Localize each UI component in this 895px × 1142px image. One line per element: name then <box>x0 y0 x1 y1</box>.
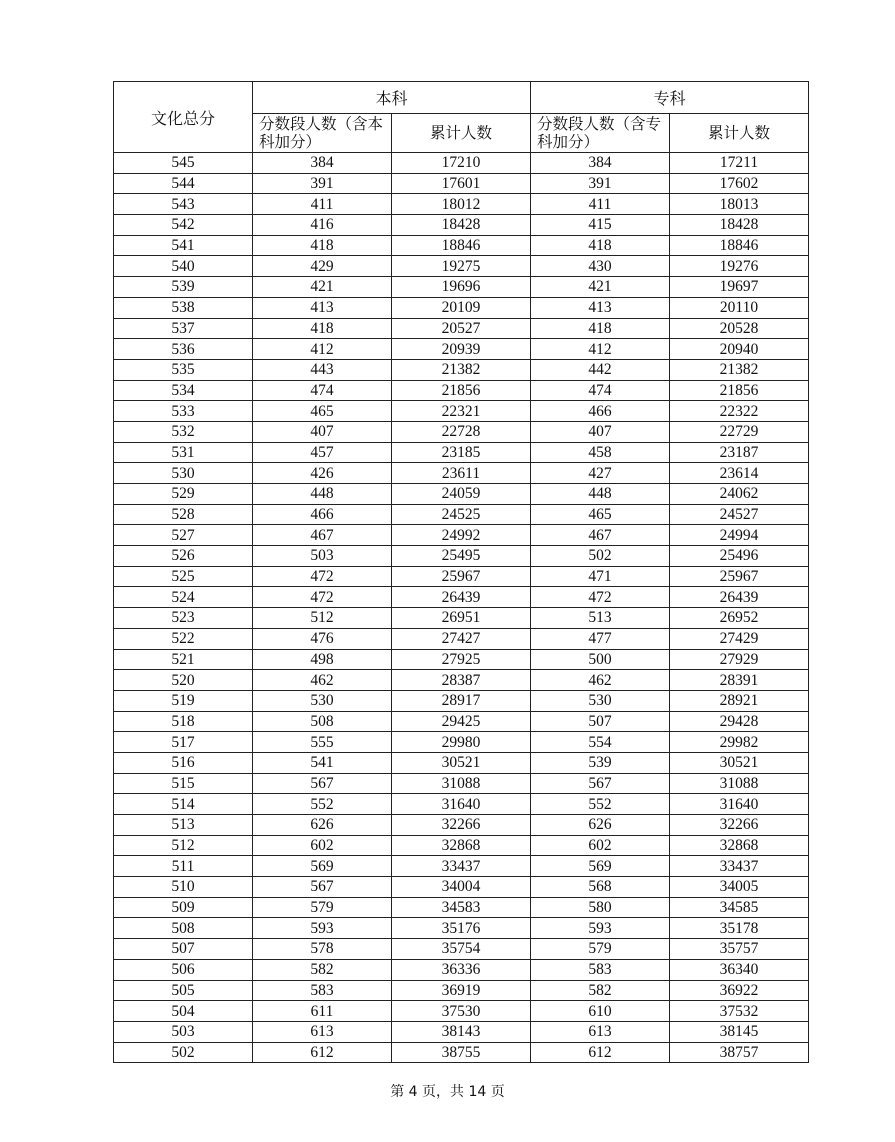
cell-score: 511 <box>114 856 253 877</box>
cell-score: 531 <box>114 442 253 463</box>
cell-benke-cumulative: 36919 <box>392 980 531 1001</box>
table-row <box>114 421 809 442</box>
cell-benke-cumulative: 29980 <box>392 732 531 753</box>
cell-zhuanke-segment: 610 <box>531 1001 670 1022</box>
cell-benke-segment: 412 <box>253 339 392 360</box>
cell-zhuanke-segment: 554 <box>531 732 670 753</box>
cell-benke-segment: 613 <box>253 1021 392 1042</box>
cell-benke-segment: 530 <box>253 690 392 711</box>
table-row <box>114 194 809 215</box>
cell-benke-segment: 602 <box>253 835 392 856</box>
cell-score: 517 <box>114 732 253 753</box>
table-row <box>114 752 809 773</box>
cell-benke-segment: 466 <box>253 504 392 525</box>
cell-zhuanke-segment: 502 <box>531 546 670 567</box>
cell-zhuanke-cumulative: 29428 <box>670 711 809 732</box>
table-row <box>114 504 809 525</box>
table-row <box>114 587 809 608</box>
cell-zhuanke-segment: 530 <box>531 690 670 711</box>
table-row <box>114 297 809 318</box>
cell-benke-segment: 384 <box>253 153 392 174</box>
table-row <box>114 401 809 422</box>
cell-zhuanke-cumulative: 37532 <box>670 1001 809 1022</box>
cell-score: 540 <box>114 256 253 277</box>
table-row <box>114 1042 809 1063</box>
cell-benke-cumulative: 24059 <box>392 484 531 505</box>
header-zhuanke-segment: 分数段人数（含专科加分） <box>531 114 670 153</box>
cell-score: 539 <box>114 277 253 298</box>
cell-benke-segment: 552 <box>253 794 392 815</box>
table-row <box>114 877 809 898</box>
cell-score: 527 <box>114 525 253 546</box>
cell-benke-cumulative: 28917 <box>392 690 531 711</box>
cell-benke-cumulative: 24525 <box>392 504 531 525</box>
cell-zhuanke-cumulative: 21856 <box>670 380 809 401</box>
table-row <box>114 484 809 505</box>
cell-zhuanke-segment: 500 <box>531 649 670 670</box>
cell-benke-cumulative: 31640 <box>392 794 531 815</box>
cell-score: 524 <box>114 587 253 608</box>
table-row <box>114 1021 809 1042</box>
cell-score: 534 <box>114 380 253 401</box>
cell-score: 512 <box>114 835 253 856</box>
cell-benke-cumulative: 31088 <box>392 773 531 794</box>
cell-score: 502 <box>114 1042 253 1063</box>
cell-zhuanke-cumulative: 22322 <box>670 401 809 422</box>
table-row <box>114 153 809 174</box>
table-row <box>114 215 809 236</box>
cell-benke-cumulative: 22321 <box>392 401 531 422</box>
cell-zhuanke-segment: 583 <box>531 959 670 980</box>
cell-score: 519 <box>114 690 253 711</box>
cell-score: 508 <box>114 918 253 939</box>
cell-zhuanke-segment: 567 <box>531 773 670 794</box>
cell-benke-cumulative: 19696 <box>392 277 531 298</box>
cell-benke-cumulative: 34583 <box>392 897 531 918</box>
cell-benke-segment: 413 <box>253 297 392 318</box>
cell-benke-cumulative: 35176 <box>392 918 531 939</box>
cell-benke-cumulative: 18012 <box>392 194 531 215</box>
header-score: 文化总分 <box>114 82 253 153</box>
cell-zhuanke-cumulative: 26952 <box>670 608 809 629</box>
table-row <box>114 773 809 794</box>
cell-zhuanke-cumulative: 20940 <box>670 339 809 360</box>
cell-benke-segment: 578 <box>253 939 392 960</box>
cell-benke-segment: 611 <box>253 1001 392 1022</box>
header-row-groups <box>114 82 809 114</box>
cell-zhuanke-segment: 418 <box>531 235 670 256</box>
cell-zhuanke-segment: 472 <box>531 587 670 608</box>
cell-zhuanke-segment: 430 <box>531 256 670 277</box>
cell-benke-segment: 421 <box>253 277 392 298</box>
cell-benke-segment: 476 <box>253 628 392 649</box>
cell-zhuanke-cumulative: 31088 <box>670 773 809 794</box>
table-row <box>114 339 809 360</box>
cell-score: 545 <box>114 153 253 174</box>
cell-zhuanke-segment: 462 <box>531 670 670 691</box>
cell-benke-cumulative: 19275 <box>392 256 531 277</box>
cell-zhuanke-cumulative: 32266 <box>670 815 809 836</box>
cell-benke-segment: 508 <box>253 711 392 732</box>
cell-zhuanke-cumulative: 29982 <box>670 732 809 753</box>
cell-zhuanke-segment: 413 <box>531 297 670 318</box>
cell-benke-segment: 512 <box>253 608 392 629</box>
table-row <box>114 359 809 380</box>
table-row <box>114 835 809 856</box>
cell-benke-segment: 418 <box>253 318 392 339</box>
cell-benke-cumulative: 26439 <box>392 587 531 608</box>
cell-benke-cumulative: 32266 <box>392 815 531 836</box>
cell-score: 515 <box>114 773 253 794</box>
cell-zhuanke-cumulative: 25967 <box>670 566 809 587</box>
cell-zhuanke-segment: 568 <box>531 877 670 898</box>
table-row <box>114 566 809 587</box>
cell-benke-segment: 541 <box>253 752 392 773</box>
cell-benke-cumulative: 26951 <box>392 608 531 629</box>
table-row <box>114 525 809 546</box>
cell-zhuanke-segment: 626 <box>531 815 670 836</box>
cell-benke-cumulative: 35754 <box>392 939 531 960</box>
cell-benke-segment: 567 <box>253 877 392 898</box>
cell-benke-segment: 426 <box>253 463 392 484</box>
cell-benke-segment: 569 <box>253 856 392 877</box>
cell-score: 521 <box>114 649 253 670</box>
table-row <box>114 732 809 753</box>
header-benke-cumulative: 累计人数 <box>392 114 531 153</box>
cell-benke-segment: 612 <box>253 1042 392 1063</box>
cell-zhuanke-cumulative: 20110 <box>670 297 809 318</box>
cell-zhuanke-segment: 579 <box>531 939 670 960</box>
cell-zhuanke-cumulative: 19697 <box>670 277 809 298</box>
cell-zhuanke-segment: 418 <box>531 318 670 339</box>
cell-benke-segment: 503 <box>253 546 392 567</box>
cell-zhuanke-segment: 507 <box>531 711 670 732</box>
cell-score: 514 <box>114 794 253 815</box>
cell-score: 529 <box>114 484 253 505</box>
cell-zhuanke-cumulative: 27429 <box>670 628 809 649</box>
cell-score: 520 <box>114 670 253 691</box>
cell-zhuanke-segment: 391 <box>531 173 670 194</box>
cell-benke-segment: 448 <box>253 484 392 505</box>
cell-benke-cumulative: 17601 <box>392 173 531 194</box>
cell-score: 544 <box>114 173 253 194</box>
cell-zhuanke-segment: 448 <box>531 484 670 505</box>
cell-benke-segment: 472 <box>253 566 392 587</box>
cell-zhuanke-cumulative: 24527 <box>670 504 809 525</box>
cell-zhuanke-segment: 602 <box>531 835 670 856</box>
table-row <box>114 380 809 401</box>
cell-zhuanke-cumulative: 34005 <box>670 877 809 898</box>
cell-zhuanke-segment: 427 <box>531 463 670 484</box>
cell-zhuanke-segment: 477 <box>531 628 670 649</box>
cell-benke-segment: 391 <box>253 173 392 194</box>
cell-zhuanke-cumulative: 18846 <box>670 235 809 256</box>
cell-zhuanke-segment: 474 <box>531 380 670 401</box>
table-row <box>114 690 809 711</box>
header-zhuanke-cumulative: 累计人数 <box>670 114 809 153</box>
cell-benke-cumulative: 34004 <box>392 877 531 898</box>
cell-zhuanke-segment: 582 <box>531 980 670 1001</box>
cell-benke-cumulative: 29425 <box>392 711 531 732</box>
table-row <box>114 815 809 836</box>
cell-benke-cumulative: 23185 <box>392 442 531 463</box>
cell-zhuanke-cumulative: 17211 <box>670 153 809 174</box>
table-row <box>114 856 809 877</box>
cell-zhuanke-cumulative: 26439 <box>670 587 809 608</box>
cell-score: 523 <box>114 608 253 629</box>
cell-zhuanke-segment: 552 <box>531 794 670 815</box>
cell-zhuanke-segment: 569 <box>531 856 670 877</box>
cell-zhuanke-segment: 612 <box>531 1042 670 1063</box>
cell-zhuanke-segment: 415 <box>531 215 670 236</box>
table-row <box>114 608 809 629</box>
table-row <box>114 235 809 256</box>
cell-zhuanke-segment: 407 <box>531 421 670 442</box>
cell-zhuanke-cumulative: 28391 <box>670 670 809 691</box>
cell-benke-cumulative: 38143 <box>392 1021 531 1042</box>
cell-benke-cumulative: 23611 <box>392 463 531 484</box>
cell-benke-segment: 429 <box>253 256 392 277</box>
cell-zhuanke-segment: 613 <box>531 1021 670 1042</box>
cell-benke-cumulative: 21856 <box>392 380 531 401</box>
cell-benke-cumulative: 33437 <box>392 856 531 877</box>
cell-score: 538 <box>114 297 253 318</box>
cell-benke-segment: 457 <box>253 442 392 463</box>
cell-zhuanke-cumulative: 36340 <box>670 959 809 980</box>
cell-zhuanke-segment: 471 <box>531 566 670 587</box>
cell-score: 526 <box>114 546 253 567</box>
cell-score: 522 <box>114 628 253 649</box>
cell-zhuanke-cumulative: 28921 <box>670 690 809 711</box>
cell-benke-segment: 411 <box>253 194 392 215</box>
cell-zhuanke-segment: 466 <box>531 401 670 422</box>
cell-benke-segment: 416 <box>253 215 392 236</box>
cell-benke-segment: 474 <box>253 380 392 401</box>
cell-zhuanke-cumulative: 24062 <box>670 484 809 505</box>
cell-zhuanke-segment: 580 <box>531 897 670 918</box>
cell-benke-cumulative: 21382 <box>392 359 531 380</box>
cell-score: 513 <box>114 815 253 836</box>
cell-benke-segment: 467 <box>253 525 392 546</box>
table-row <box>114 463 809 484</box>
header-benke-segment: 分数段人数（含本科加分） <box>253 114 392 153</box>
cell-zhuanke-cumulative: 18428 <box>670 215 809 236</box>
cell-zhuanke-cumulative: 31640 <box>670 794 809 815</box>
table-row <box>114 546 809 567</box>
cell-score: 535 <box>114 359 253 380</box>
cell-score: 518 <box>114 711 253 732</box>
cell-zhuanke-segment: 539 <box>531 752 670 773</box>
cell-zhuanke-cumulative: 35178 <box>670 918 809 939</box>
cell-benke-cumulative: 24992 <box>392 525 531 546</box>
cell-zhuanke-segment: 467 <box>531 525 670 546</box>
table-row <box>114 442 809 463</box>
cell-zhuanke-cumulative: 22729 <box>670 421 809 442</box>
cell-score: 533 <box>114 401 253 422</box>
table-row <box>114 649 809 670</box>
cell-benke-segment: 555 <box>253 732 392 753</box>
cell-benke-cumulative: 17210 <box>392 153 531 174</box>
table-row <box>114 277 809 298</box>
cell-zhuanke-cumulative: 25496 <box>670 546 809 567</box>
cell-benke-segment: 579 <box>253 897 392 918</box>
cell-score: 532 <box>114 421 253 442</box>
cell-score: 541 <box>114 235 253 256</box>
cell-benke-segment: 582 <box>253 959 392 980</box>
cell-benke-cumulative: 28387 <box>392 670 531 691</box>
cell-zhuanke-cumulative: 23187 <box>670 442 809 463</box>
table-row <box>114 794 809 815</box>
cell-benke-segment: 498 <box>253 649 392 670</box>
cell-benke-segment: 443 <box>253 359 392 380</box>
cell-benke-cumulative: 20109 <box>392 297 531 318</box>
table-row <box>114 980 809 1001</box>
cell-zhuanke-segment: 421 <box>531 277 670 298</box>
cell-zhuanke-cumulative: 38145 <box>670 1021 809 1042</box>
table-row <box>114 256 809 277</box>
cell-zhuanke-cumulative: 19276 <box>670 256 809 277</box>
cell-score: 525 <box>114 566 253 587</box>
cell-benke-segment: 593 <box>253 918 392 939</box>
cell-benke-cumulative: 20527 <box>392 318 531 339</box>
cell-score: 536 <box>114 339 253 360</box>
cell-benke-cumulative: 36336 <box>392 959 531 980</box>
table-row <box>114 918 809 939</box>
cell-zhuanke-cumulative: 35757 <box>670 939 809 960</box>
cell-benke-cumulative: 30521 <box>392 752 531 773</box>
table-row <box>114 628 809 649</box>
table-body <box>114 153 809 1063</box>
cell-benke-segment: 418 <box>253 235 392 256</box>
cell-zhuanke-segment: 458 <box>531 442 670 463</box>
cell-zhuanke-cumulative: 32868 <box>670 835 809 856</box>
cell-score: 516 <box>114 752 253 773</box>
cell-benke-cumulative: 25495 <box>392 546 531 567</box>
cell-benke-cumulative: 18428 <box>392 215 531 236</box>
cell-score: 503 <box>114 1021 253 1042</box>
cell-zhuanke-cumulative: 30521 <box>670 752 809 773</box>
cell-zhuanke-segment: 412 <box>531 339 670 360</box>
cell-zhuanke-segment: 411 <box>531 194 670 215</box>
table-row <box>114 1001 809 1022</box>
page-footer: 第 4 页，共 14 页 <box>390 1084 505 1100</box>
cell-zhuanke-cumulative: 18013 <box>670 194 809 215</box>
cell-benke-cumulative: 18846 <box>392 235 531 256</box>
cell-zhuanke-cumulative: 27929 <box>670 649 809 670</box>
cell-zhuanke-segment: 465 <box>531 504 670 525</box>
cell-zhuanke-segment: 593 <box>531 918 670 939</box>
cell-score: 510 <box>114 877 253 898</box>
cell-zhuanke-cumulative: 24994 <box>670 525 809 546</box>
table-row <box>114 939 809 960</box>
cell-benke-cumulative: 32868 <box>392 835 531 856</box>
cell-benke-cumulative: 27427 <box>392 628 531 649</box>
cell-benke-segment: 462 <box>253 670 392 691</box>
cell-zhuanke-cumulative: 21382 <box>670 359 809 380</box>
cell-score: 506 <box>114 959 253 980</box>
cell-score: 542 <box>114 215 253 236</box>
cell-score: 543 <box>114 194 253 215</box>
cell-score: 504 <box>114 1001 253 1022</box>
table-row <box>114 711 809 732</box>
table-row <box>114 173 809 194</box>
cell-score: 537 <box>114 318 253 339</box>
cell-zhuanke-cumulative: 36922 <box>670 980 809 1001</box>
cell-benke-cumulative: 38755 <box>392 1042 531 1063</box>
cell-benke-segment: 583 <box>253 980 392 1001</box>
table-row <box>114 318 809 339</box>
cell-benke-segment: 626 <box>253 815 392 836</box>
cell-score: 528 <box>114 504 253 525</box>
cell-zhuanke-segment: 513 <box>531 608 670 629</box>
cell-benke-cumulative: 22728 <box>392 421 531 442</box>
cell-benke-segment: 472 <box>253 587 392 608</box>
cell-benke-segment: 567 <box>253 773 392 794</box>
cell-zhuanke-segment: 442 <box>531 359 670 380</box>
cell-benke-segment: 407 <box>253 421 392 442</box>
table-row <box>114 959 809 980</box>
cell-zhuanke-cumulative: 34585 <box>670 897 809 918</box>
cell-benke-segment: 465 <box>253 401 392 422</box>
header-group-benke: 本科 <box>253 82 531 114</box>
cell-score: 505 <box>114 980 253 1001</box>
cell-score: 530 <box>114 463 253 484</box>
cell-benke-cumulative: 37530 <box>392 1001 531 1022</box>
cell-score: 509 <box>114 897 253 918</box>
cell-score: 507 <box>114 939 253 960</box>
table-row <box>114 897 809 918</box>
cell-zhuanke-cumulative: 23614 <box>670 463 809 484</box>
cell-benke-cumulative: 20939 <box>392 339 531 360</box>
cell-benke-cumulative: 25967 <box>392 566 531 587</box>
cell-zhuanke-cumulative: 20528 <box>670 318 809 339</box>
header-group-zhuanke: 专科 <box>531 82 809 114</box>
cell-benke-cumulative: 27925 <box>392 649 531 670</box>
score-distribution-table <box>113 81 809 1063</box>
cell-zhuanke-cumulative: 17602 <box>670 173 809 194</box>
table-row <box>114 670 809 691</box>
cell-zhuanke-cumulative: 33437 <box>670 856 809 877</box>
cell-zhuanke-cumulative: 38757 <box>670 1042 809 1063</box>
cell-zhuanke-segment: 384 <box>531 153 670 174</box>
